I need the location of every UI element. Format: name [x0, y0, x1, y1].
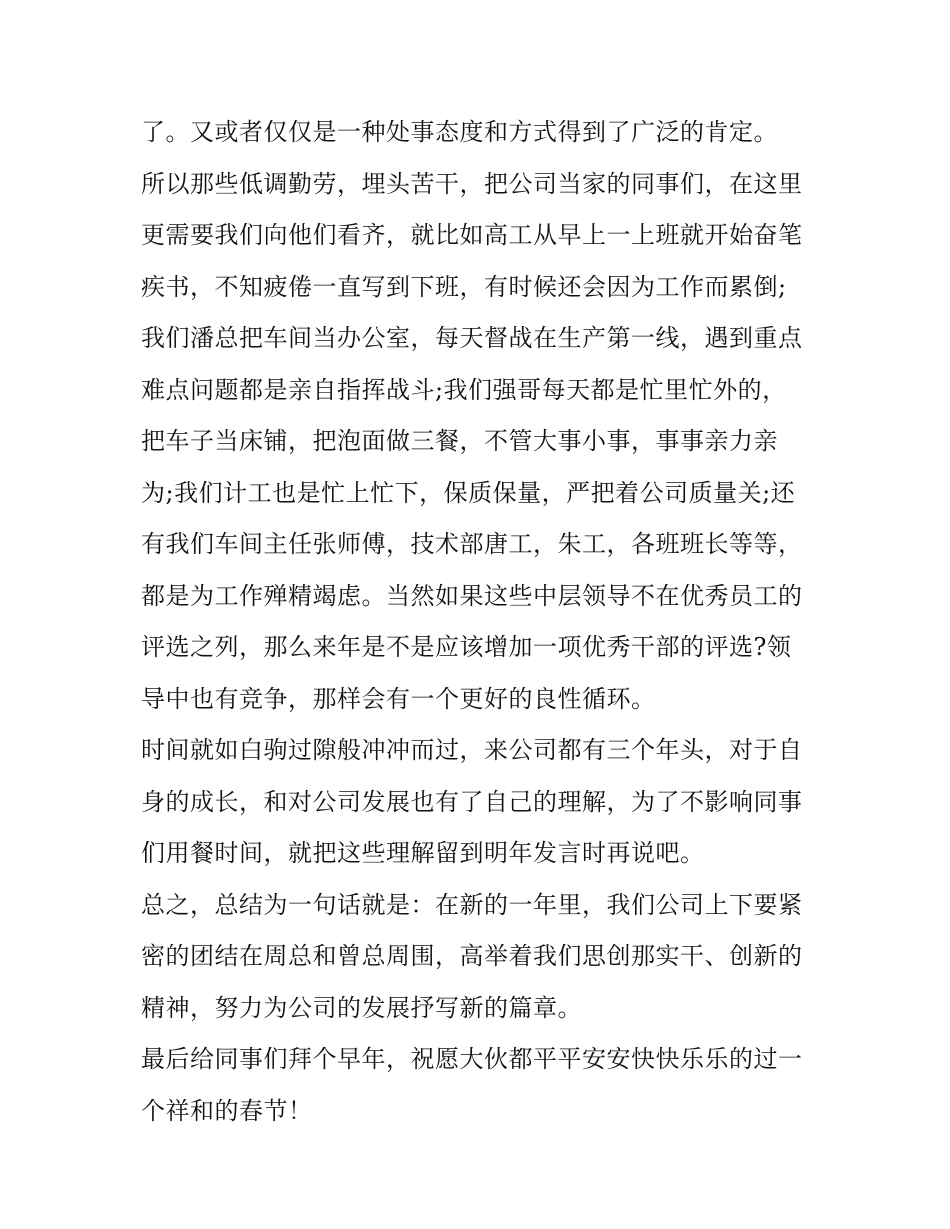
text-line: 总之，总结为一句话就是：在新的一年里，我们公司上下要紧: [141, 890, 803, 919]
text-line: 把车子当床铺，把泡面做三餐，不管大事小事，事事亲力亲: [141, 427, 778, 455]
text-line: 身的成长，和对公司发展也有了自己的理解，为了不影响同事: [141, 787, 803, 816]
text-line: 我们潘总把车间当办公室，每天督战在生产第一线，遇到重点: [141, 324, 803, 352]
text-line: 更需要我们向他们看齐，就比如高工从早上一上班就开始奋笔: [141, 221, 803, 249]
text-line: 所以那些低调勤劳，埋头苦干，把公司当家的同事们，在这里: [141, 169, 803, 198]
body-text: [141, 107, 821, 1137]
text-line: 最后给同事们拜个早年，祝愿大伙都平平安安快快乐乐的过一: [141, 1045, 803, 1073]
text-line: 了。又或者仅仅是一种处事态度和方式得到了广泛的肯定。: [141, 118, 778, 146]
text-line: 评选之列，那么来年是不是应该增加一项优秀干部的评选?领: [141, 633, 792, 661]
text-line: 难点问题都是亲自指挥战斗;我们强哥每天都是忙里忙外的，: [141, 375, 787, 404]
text-line: 个祥和的春节！: [141, 1096, 313, 1125]
text-line: 为;我们计工也是忙上忙下，保质保量，严把着公司质量关;还: [141, 478, 796, 507]
text-line: 密的团结在周总和曾总周围，高举着我们思创那实干、创新的: [141, 942, 803, 970]
text-line: 有我们车间主任张师傅，技术部唐工，朱工，各班班长等等，: [141, 530, 803, 558]
text-line: 都是为工作殚精竭虑。当然如果这些中层领导不在优秀员工的: [141, 581, 803, 610]
text-line: 疾书，不知疲倦一直写到下班，有时候还会因为工作而累倒;: [141, 272, 787, 301]
text-line: 时间就如白驹过隙般冲冲而过，来公司都有三个年头，对于自: [141, 736, 803, 764]
text-line: 导中也有竞争，那样会有一个更好的良性循环。: [141, 684, 656, 713]
text-line: 们用餐时间，就把这些理解留到明年发言时再说吧。: [141, 839, 705, 867]
text-line: 精神，努力为公司的发展抒写新的篇章。: [141, 993, 582, 1022]
